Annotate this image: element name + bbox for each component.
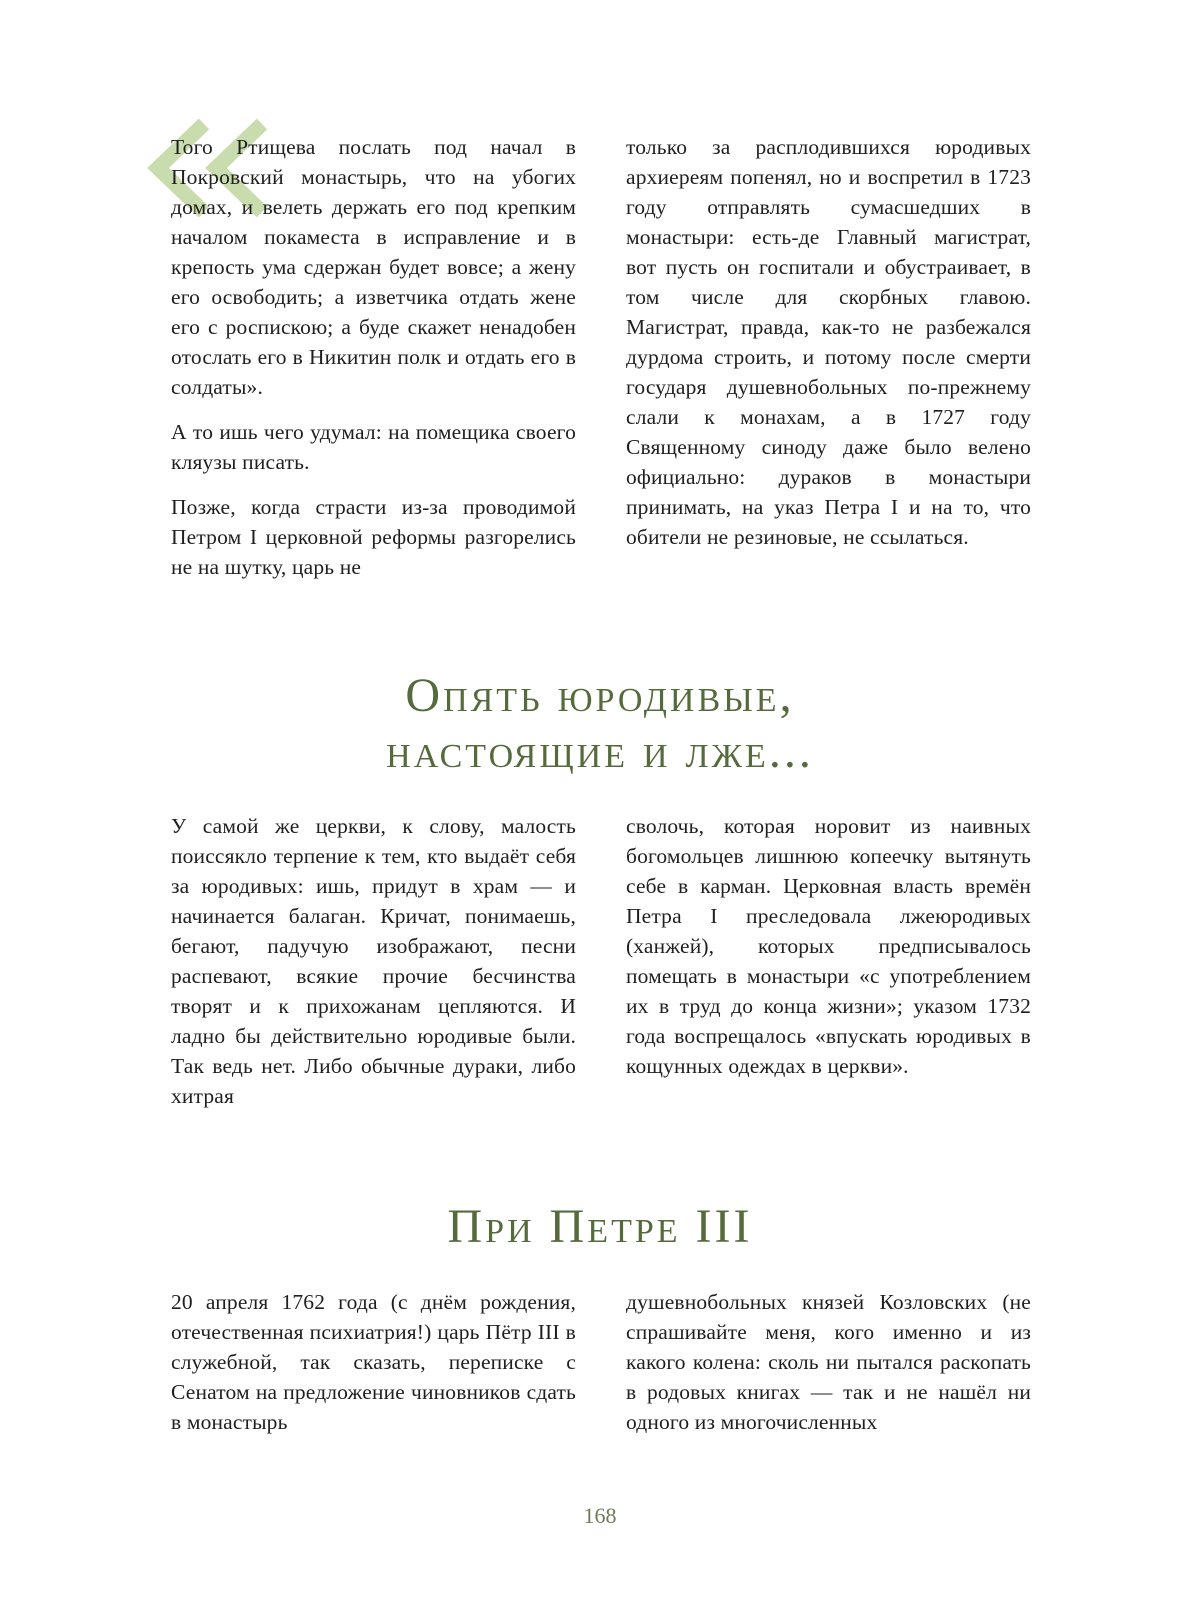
chapter-heading <box>0 668 1200 780</box>
heading-line: При Петре III <box>447 1200 753 1253</box>
chapter-heading <box>0 1199 1200 1255</box>
paragraph: Того Ртищева послать под начал в Покровский монастырь, что на убогих домах, и велеть держать его под крепким началом покаместа в исправление и в крепость ума сдержан будет вовсе; а жену его освободить; а изветчика отдать жене его с роспискою; а буде скажет ненадобен отослать его в Никитин полк и отдать его в солдаты». <box>171 135 576 399</box>
heading-line: настоящие и лже... <box>386 725 814 778</box>
right-column <box>626 1287 1031 1437</box>
right-column <box>626 811 1031 1111</box>
paragraph: Позже, когда страсти из-за проводимой Петром I церковной реформы разгорелись не на шутку, царь не <box>171 495 576 579</box>
paragraph: А то ишь чего удумал: на помещика своего кляузы писать. <box>171 420 576 474</box>
paragraph: сволочь, которая норовит из наивных богомольцев лишнюю копеечку вытянуть себе в карман. Церковная власть времён Петра I преследовала лжеюродивых (ханжей), которых предписывалось помещать в монастыри «с употреблением их в труд до конца жизни»; указом 1732 года воспрещалось «впускать юродивых в кощунных одеждах в церкви». <box>626 814 1031 1078</box>
paragraph: душевнобольных князей Козловских (не спрашивайте меня, кого именно и из какого колена: сколь ни пытался раскопать в родовых книгах — так и не нашёл ни одного из многочисленных <box>626 1290 1031 1434</box>
paragraph: У самой же церкви, к слову, малость поиссякло терпение к тем, кто выдаёт себя за юродивых: ишь, придут в храм — и начинается балаган. Кричат, понимаешь, бегают, падучую изображают, песни распевают, всякие прочие бесчинства творят и к прихожанам цепляются. И ладно бы действительно юродивые были. Так ведь нет. Либо обычные дураки, либо хитрая <box>171 814 576 1108</box>
paragraph: только за расплодившихся юродивых архиереям попенял, но и воспретил в 1723 году отправлять сумасшедших в монастыри: есть-де Главный магистрат, вот пусть он госпитали и обустраивает, в том числе для скорбных главою. Магистрат, правда, как-то не разбежался дурдома строить, и потому после смерти государя душевнобольных по-прежнему слали к монахам, а в 1727 году Священному синоду даже было велено официально: дураков в монастыри принимать, на указ Петра I и на то, что обители не резиновые, не ссылаться. <box>626 135 1031 549</box>
right-column <box>626 132 1031 582</box>
heading-line: Опять юродивые, <box>405 669 795 722</box>
page-number: 168 <box>583 1503 617 1528</box>
section-1-text <box>171 132 1031 582</box>
left-column <box>171 132 576 582</box>
left-column <box>171 1287 576 1437</box>
paragraph: 20 апреля 1762 года (с днём рождения, отечественная психиатрия!) царь Пётр III в служебной, так сказать, переписке с Сенатом на предложение чиновников сдать в монастырь <box>171 1290 576 1434</box>
section-2-text <box>171 811 1031 1111</box>
section-3-text <box>171 1287 1031 1437</box>
left-column <box>171 811 576 1111</box>
